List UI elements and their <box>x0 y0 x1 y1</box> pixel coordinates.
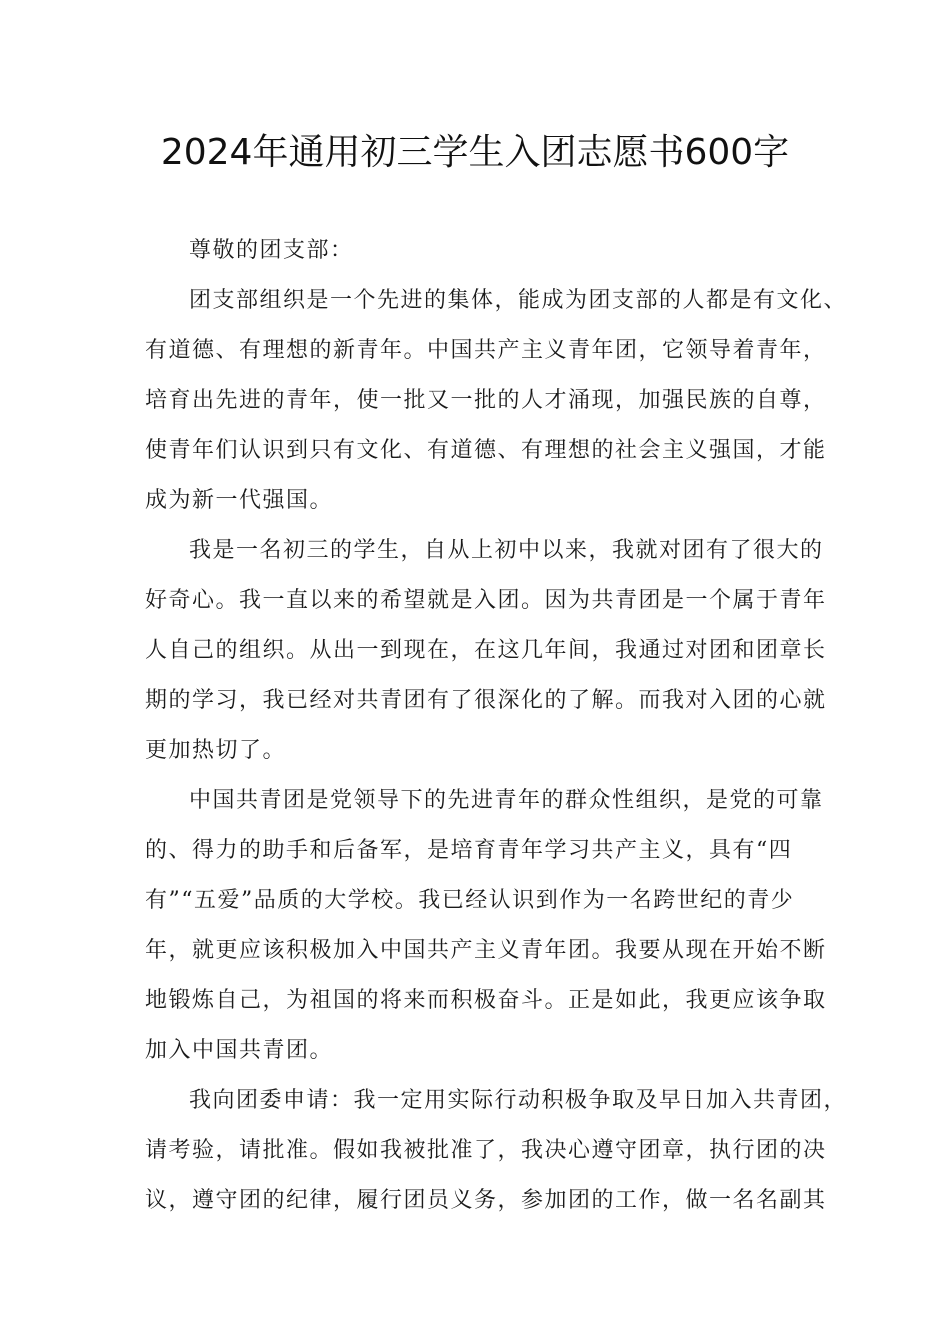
paragraph-line: 的、得力的助手和后备军，是培育青年学习共产主义，具有“四 <box>145 838 793 863</box>
paragraph-line: 期的学习，我已经对共青团有了很深化的了解。而我对入团的心就 <box>145 688 827 713</box>
document-title: 2024年通用初三学生入团志愿书600字 <box>160 132 790 173</box>
paragraph-line: 请考验，请批准。假如我被批准了，我决心遵守团章，执行团的决 <box>145 1138 827 1163</box>
paragraph-line: 我是一名初三的学生，自从上初中以来，我就对团有了很大的 <box>189 538 824 563</box>
paragraph-line: 地锻炼自己，为祖国的将来而积极奋斗。正是如此，我更应该争取 <box>145 988 827 1013</box>
paragraph-line: 中国共青团是党领导下的先进青年的群众性组织，是党的可靠 <box>189 788 824 813</box>
paragraph-line: 有道德、有理想的新青年。中国共产主义青年团，它领导着青年， <box>145 338 827 363</box>
paragraph-line: 成为新一代强国。 <box>145 488 334 513</box>
paragraph-line: 人自己的组织。从出一到现在，在这几年间，我通过对团和团章长 <box>145 638 827 663</box>
salutation-line: 尊敬的团支部： <box>189 238 354 263</box>
paragraph-line: 有”“五爱”品质的大学校。我已经认识到作为一名跨世纪的青少 <box>145 888 795 913</box>
paragraph-line: 加入中国共青团。 <box>145 1038 334 1063</box>
paragraph-line: 使青年们认识到只有文化、有道德、有理想的社会主义强国，才能 <box>145 438 827 463</box>
paragraph-line: 年，就更应该积极加入中国共产主义青年团。我要从现在开始不断 <box>145 938 827 963</box>
paragraph-line: 培育出先进的青年，使一批又一批的人才涌现，加强民族的自尊， <box>145 388 827 413</box>
paragraph-line: 好奇心。我一直以来的希望就是入团。因为共青团是一个属于青年 <box>145 588 827 613</box>
paragraph-line: 我向团委申请：我一定用实际行动积极争取及早日加入共青团， <box>189 1088 848 1113</box>
paragraph-line: 更加热切了。 <box>145 738 287 763</box>
paragraph-line: 团支部组织是一个先进的集体，能成为团支部的人都是有文化、 <box>189 288 848 313</box>
paragraph-line: 议，遵守团的纪律，履行团员义务，参加团的工作，做一名名副其 <box>145 1188 827 1213</box>
